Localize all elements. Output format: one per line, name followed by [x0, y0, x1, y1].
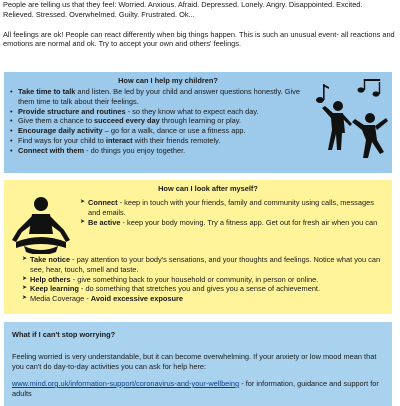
- list-item: ➤ Help others - give something back to your household or community, in person or online.: [20, 275, 386, 285]
- feelings-list: People are telling us that they feel: Worried. Anxious. Afraid. Depressed. Lonely. Angry. Disappointed. Excited. Relieved. Stressed. Overwhelmed. Guilty. Frustrated. Ok...: [3, 0, 363, 19]
- worry-title: What if I can't stop worrying?: [12, 330, 116, 339]
- worry-panel: [4, 322, 392, 406]
- list-item: ➤ Be active - keep your body moving. Try a fitness app. Get out for fresh air when you can: [78, 218, 386, 228]
- look-after-title: How can I look after myself?: [158, 184, 258, 193]
- mind-link-description: - for information, guidance and support for adults: [12, 379, 379, 398]
- list-item: ➤ Keep learning - do something that stretches you and gives you a sense of achievement.: [20, 284, 386, 294]
- intro: [3, 0, 395, 49]
- list-item: • Provide structure and routines - so they know what to expect each day.: [8, 107, 304, 117]
- help-children-panel: [4, 72, 392, 173]
- help-children-list: [8, 87, 304, 155]
- worry-link-line: [12, 379, 386, 399]
- look-after-yourself-panel: [4, 180, 392, 314]
- help-children-title: How can I help my children?: [118, 76, 218, 85]
- look-after-top-list: [78, 198, 386, 227]
- meditation-figure-icon: [10, 196, 72, 254]
- mind-link[interactable]: www.mind.org.uk/information-support/coronavirus-and-your-wellbeing: [12, 379, 240, 388]
- list-item: • Take time to talk and listen. Be led by your child and answer questions honestly. Give them time to talk about their feelings.: [8, 87, 304, 107]
- music-notes-dancers-icon: [314, 78, 390, 170]
- list-item: ➤ Connect - keep in touch with your friends, family and community using calls, messages and emails.: [78, 198, 386, 218]
- list-item: ➤ Media Coverage - Avoid excessive exposure: [20, 294, 386, 304]
- list-item: • Connect with them - do things you enjoy together.: [8, 146, 304, 156]
- look-after-list: [20, 255, 386, 304]
- list-item: • Find ways for your child to interact with their friends remotely.: [8, 136, 304, 146]
- list-item: • Give them a chance to succeed every day through learning or play.: [8, 116, 304, 126]
- list-item: ➤ Take notice - pay attention to your body's sensations, and your thoughts and feelings. Notice what you can see, hear, touch, smell and taste.: [20, 255, 386, 275]
- worry-text: Feeling worried is very understandable, but it can become overwhelming. If your anxiety or low mood mean that you can't do day-to-day activities you can ask for help here:: [12, 352, 377, 371]
- list-item: • Encourage daily activity – go for a walk, dance or use a fitness app.: [8, 126, 304, 136]
- feelings-reassurance: All feelings are ok! People can react differently when big things happen. This is such an unusual event- all reactions and emotions are normal and ok. Try to accept your own and others' feelings.: [3, 29, 395, 49]
